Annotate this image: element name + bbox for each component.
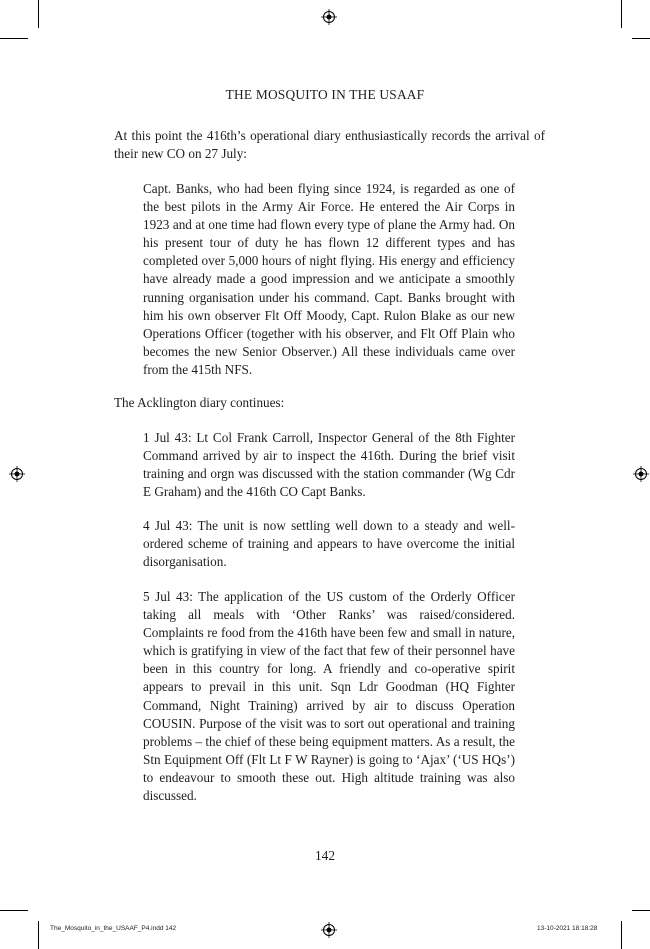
registration-mark-icon: [321, 9, 337, 25]
running-header: THE MOSQUITO IN THE USAAF: [225, 87, 425, 102]
body-paragraph: The Acklington diary continues:: [114, 395, 285, 410]
crop-mark: [632, 38, 650, 39]
body-paragraph: At this point the 416th’s operational diary enthusiastically records the arrival of their new CO on 27 July:: [114, 128, 545, 161]
crop-mark: [38, 0, 39, 28]
crop-mark: [621, 0, 622, 28]
diary-entry: 1 Jul 43: Lt Col Frank Carroll, Inspector General of the 8th Fighter Command arrived by air to inspect the 416th. During the brief visit training and orgn was discussed with the station commander (Wg Cdr E Graham) and the 416th CO Capt Banks.: [143, 430, 515, 500]
crop-mark: [621, 921, 622, 949]
crop-mark: [632, 910, 650, 911]
crop-mark: [0, 38, 28, 39]
slug-filename: The_Mosquito_in_the_USAAF_P4.indd 142: [50, 925, 177, 932]
diary-entry: 4 Jul 43: The unit is now settling well down to a steady and well-ordered scheme of training and appears to have overcome the initial disorganisation.: [143, 518, 515, 570]
registration-mark-icon: [9, 466, 25, 482]
block-quote: Capt. Banks, who had been flying since 1924, is regarded as one of the best pilots in the Army Air Force. He entered the Air Corps in 1923 and at one time had flown every type of plane the Army had. On his present tour of duty he has flown 12 different types and has completed over 5,000 hours of night flying. His energy and efficiency have already made a good impression and we anticipate a smoothly running organisation under his command. Capt. Banks brought with him his own observer Flt Off Moody, Capt. Rulon Blake as our new Operations Officer (together with his observer, and Flt Off Plain who becomes the new Senior Observer.) All these individuals came over from the 415th NFS.: [143, 181, 515, 377]
crop-mark: [0, 910, 28, 911]
diary-entry: 5 Jul 43: The application of the US custom of the Orderly Officer taking all meals with ‘Other Ranks’ was raised/considered. Complaints re food from the 416th have been few and small in nature, which is gratifying in view of the fact that few of their personnel have been in this country for long. A friendly and co-operative spirit appears to prevail in this unit. Sqn Ldr Goodman (HQ Fighter Command, Night Training) arrived by air to discuss Operation COUSIN. Purpose of the visit was to sort out operational and training problems – the chief of these being equipment matters. As a result, the Stn Equipment Off (Flt Lt F W Rayner) is going to ‘Ajax’ (‘US HQs’) to endeavour to smooth these out. High altitude training was also discussed.: [143, 589, 515, 804]
slug-timestamp: 13-10-2021 18:18:28: [537, 925, 598, 932]
crop-mark: [38, 921, 39, 949]
page-number: 142: [314, 848, 336, 863]
registration-mark-icon: [321, 922, 337, 938]
registration-mark-icon: [633, 466, 649, 482]
